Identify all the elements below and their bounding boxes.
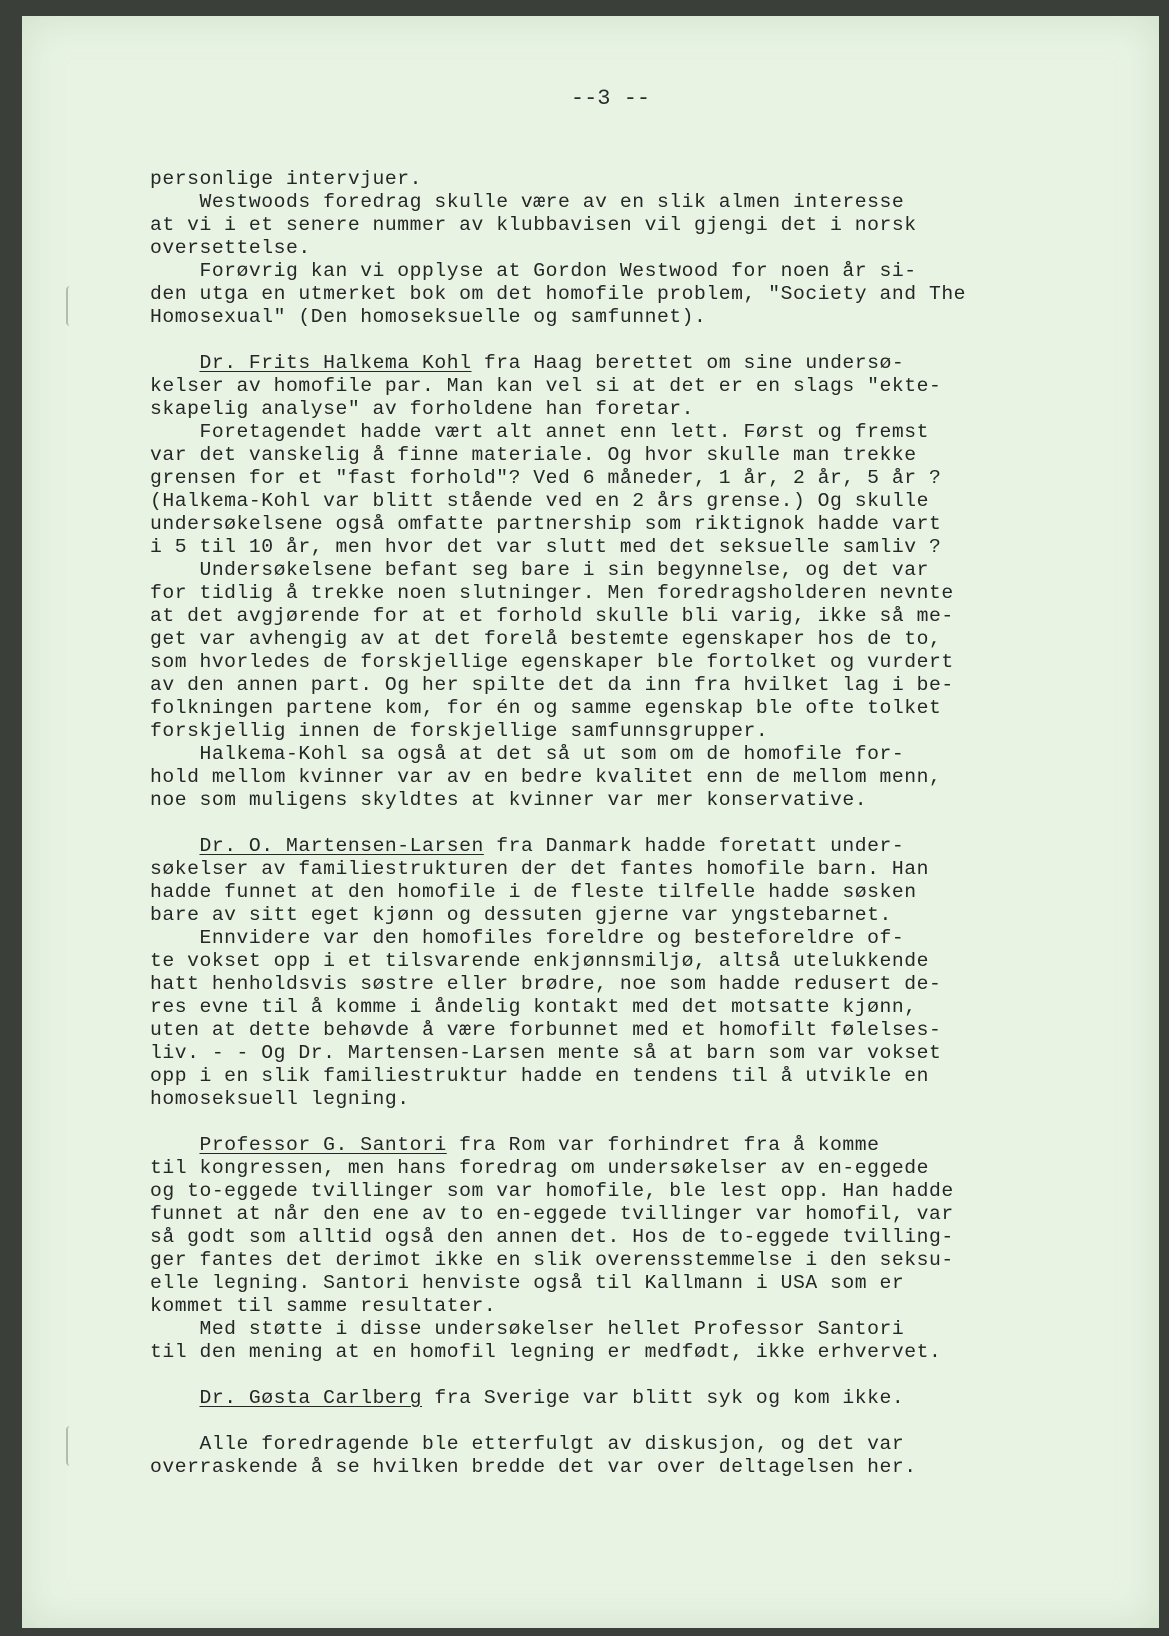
text-line <box>150 1249 1070 1272</box>
text-line <box>150 651 1070 674</box>
text-segment: Med støtte i disse undersøkelser hellet Professor Santori <box>150 1318 905 1340</box>
text-segment: var det vanskelig å finne materiale. Og hvor skulle man trekke <box>150 444 917 466</box>
text-segment: opp i en slik familiestruktur hadde en tendens til å utvikle en <box>150 1065 929 1087</box>
speaker-name: Dr. Gøsta Carlberg <box>199 1387 423 1409</box>
text-line <box>150 674 1070 697</box>
text-line <box>150 1387 1070 1410</box>
text-line <box>150 306 1070 329</box>
text-segment: kommet til samme resultater. <box>150 1295 497 1317</box>
text-segment: for tidlig å trekke noen slutninger. Men foredragsholderen nevnte <box>150 582 954 604</box>
text-segment: homoseksuell legning. <box>150 1088 410 1110</box>
text-segment: liv. - - Og Dr. Martensen-Larsen mente så at barn som var vokset <box>150 1042 942 1064</box>
text-segment: i 5 til 10 år, men hvor det var slutt med det seksuelle samliv ? <box>150 536 942 558</box>
paragraph-gap <box>150 329 1070 352</box>
document-body <box>150 168 1070 1479</box>
speaker-name: Professor G. Santori <box>199 1134 447 1156</box>
text-segment: personlige intervjuer. <box>150 168 423 190</box>
text-line <box>150 536 1070 559</box>
text-line <box>150 168 1070 191</box>
text-line <box>150 1203 1070 1226</box>
text-line <box>150 214 1070 237</box>
text-line <box>150 1088 1070 1111</box>
text-segment: Homosexual" (Den homoseksuelle og samfunnet). <box>150 306 707 328</box>
text-segment: ger fantes det derimot ikke en slik overensstemmelse i den seksu- <box>150 1249 954 1271</box>
text-segment: Undersøkelsene befant seg bare i sin begynnelse, og det var <box>150 559 929 581</box>
text-line <box>150 1134 1070 1157</box>
text-line <box>150 1456 1070 1479</box>
text-line <box>150 513 1070 536</box>
speaker-name: Dr. Frits Halkema Kohl <box>199 352 472 374</box>
paragraph-gap <box>150 1410 1070 1433</box>
text-segment: overraskende å se hvilken bredde det var over deltagelsen her. <box>150 1456 917 1478</box>
text-segment: te vokset opp i et tilsvarende enkjønnsmiljø, altså utelukkende <box>150 950 929 972</box>
paragraph-gap <box>150 1111 1070 1134</box>
text-segment: res evne til å komme i åndelig kontakt med det motsatte kjønn, <box>150 996 917 1018</box>
text-segment: fra Rom var forhindret fra å komme <box>446 1134 880 1156</box>
text-line <box>150 628 1070 651</box>
text-segment: bare av sitt eget kjønn og dessuten gjerne var yngstebarnet. <box>150 904 892 926</box>
paragraph-gap <box>150 812 1070 835</box>
text-segment: hatt henholdsvis søstre eller brødre, noe som hadde redusert de- <box>150 973 942 995</box>
text-line <box>150 927 1070 950</box>
text-line <box>150 950 1070 973</box>
text-line <box>150 904 1070 927</box>
text-segment: til den mening at en homofil legning er medfødt, ikke erhvervet. <box>150 1341 942 1363</box>
text-segment: Halkema-Kohl sa også at det så ut som om de homofile for- <box>150 743 905 765</box>
text-segment: Foretagendet hadde vært alt annet enn lett. Først og fremst <box>150 421 929 443</box>
text-segment: (Halkema-Kohl var blitt stående ved en 2 års grense.) Og skulle <box>150 490 929 512</box>
text-line <box>150 237 1070 260</box>
text-line <box>150 582 1070 605</box>
text-line <box>150 283 1070 306</box>
text-segment: grensen for et "fast forhold"? Ved 6 måneder, 1 år, 2 år, 5 år ? <box>150 467 942 489</box>
text-line <box>150 789 1070 812</box>
text-segment: og to-eggede tvillinger som var homofile, ble lest opp. Han hadde <box>150 1180 954 1202</box>
text-line <box>150 996 1070 1019</box>
text-segment: fra Sverige var blitt syk og kom ikke. <box>422 1387 905 1409</box>
text-line <box>150 881 1070 904</box>
text-line <box>150 1226 1070 1249</box>
speaker-name: Dr. O. Martensen-Larsen <box>199 835 484 857</box>
text-segment: noe som muligens skyldtes at kvinner var mer konservative. <box>150 789 868 811</box>
text-line <box>150 697 1070 720</box>
text-segment: av den annen part. Og her spilte det da inn fra hvilket lag i be- <box>150 674 954 696</box>
text-line <box>150 743 1070 766</box>
text-segment: kelser av homofile par. Man kan vel si at det er en slags "ekte- <box>150 375 942 397</box>
text-line <box>150 1433 1070 1456</box>
text-line <box>150 444 1070 467</box>
text-segment: Westwoods foredrag skulle være av en slik almen interesse <box>150 191 905 213</box>
text-line <box>150 1065 1070 1088</box>
text-segment: søkelser av familiestrukturen der det fantes homofile barn. Han <box>150 858 929 880</box>
text-line <box>150 605 1070 628</box>
punch-hole-mark <box>66 1426 78 1466</box>
text-segment: Ennvidere var den homofiles foreldre og besteforeldre of- <box>150 927 905 949</box>
text-segment: forskjellig innen de forskjellige samfunnsgrupper. <box>150 720 769 742</box>
text-segment: fra Danmark hadde foretatt under- <box>483 835 905 857</box>
text-segment: uten at dette behøvde å være forbunnet med et homofilt følelses- <box>150 1019 942 1041</box>
text-segment: hold mellom kvinner var av en bedre kvalitet enn de mellom menn, <box>150 766 942 788</box>
text-line <box>150 835 1070 858</box>
text-segment: hadde funnet at den homofile i de fleste tilfelle hadde søsken <box>150 881 917 903</box>
text-segment <box>150 835 199 857</box>
text-segment: Forøvrig kan vi opplyse at Gordon Westwood for noen år si- <box>150 260 917 282</box>
text-line <box>150 973 1070 996</box>
text-segment: Alle foredragende ble etterfulgt av diskusjon, og det var <box>150 1433 905 1455</box>
text-segment: at det avgjørende for at et forhold skulle bli varig, ikke så me- <box>150 605 954 627</box>
text-line <box>150 260 1070 283</box>
text-line <box>150 375 1070 398</box>
text-line <box>150 191 1070 214</box>
text-line <box>150 467 1070 490</box>
text-line <box>150 1019 1070 1042</box>
text-segment: elle legning. Santori henviste også til Kallmann i USA som er <box>150 1272 905 1294</box>
text-segment <box>150 352 199 374</box>
text-segment: oversettelse. <box>150 237 311 259</box>
text-line <box>150 1180 1070 1203</box>
text-segment: den utga en utmerket bok om det homofile problem, "Society and The <box>150 283 967 305</box>
text-line <box>150 1157 1070 1180</box>
text-line <box>150 858 1070 881</box>
text-line <box>150 1341 1070 1364</box>
text-line <box>150 1042 1070 1065</box>
text-segment <box>150 1387 199 1409</box>
text-segment: så godt som alltid også den annen det. Hos de to-eggede tvilling- <box>150 1226 954 1248</box>
text-line <box>150 1295 1070 1318</box>
text-segment: undersøkelsene også omfatte partnership som riktignok hadde vart <box>150 513 942 535</box>
text-line <box>150 1272 1070 1295</box>
text-line <box>150 398 1070 421</box>
text-line <box>150 490 1070 513</box>
paragraph-gap <box>150 1364 1070 1387</box>
text-line <box>150 352 1070 375</box>
punch-hole-mark <box>66 286 78 326</box>
text-segment: folkningen partene kom, for én og samme egenskap ble ofte tolket <box>150 697 942 719</box>
text-segment: som hvorledes de forskjellige egenskaper ble fortolket og vurdert <box>150 651 954 673</box>
text-segment: at vi i et senere nummer av klubbavisen vil gjengi det i norsk <box>150 214 917 236</box>
text-segment <box>150 1134 199 1156</box>
text-line <box>150 421 1070 444</box>
text-line <box>150 559 1070 582</box>
text-segment: til kongressen, men hans foredrag om undersøkelser av en-eggede <box>150 1157 929 1179</box>
text-segment: funnet at når den ene av to en-eggede tvillinger var homofil, var <box>150 1203 954 1225</box>
text-segment: skapelig analyse" av forholdene han foretar. <box>150 398 695 420</box>
text-line <box>150 720 1070 743</box>
text-segment: fra Haag berettet om sine undersø- <box>471 352 905 374</box>
page-number: --3 -- <box>570 86 651 111</box>
text-segment: get var avhengig av at det forelå bestemte egenskaper hos de to, <box>150 628 942 650</box>
text-line <box>150 766 1070 789</box>
text-line <box>150 1318 1070 1341</box>
